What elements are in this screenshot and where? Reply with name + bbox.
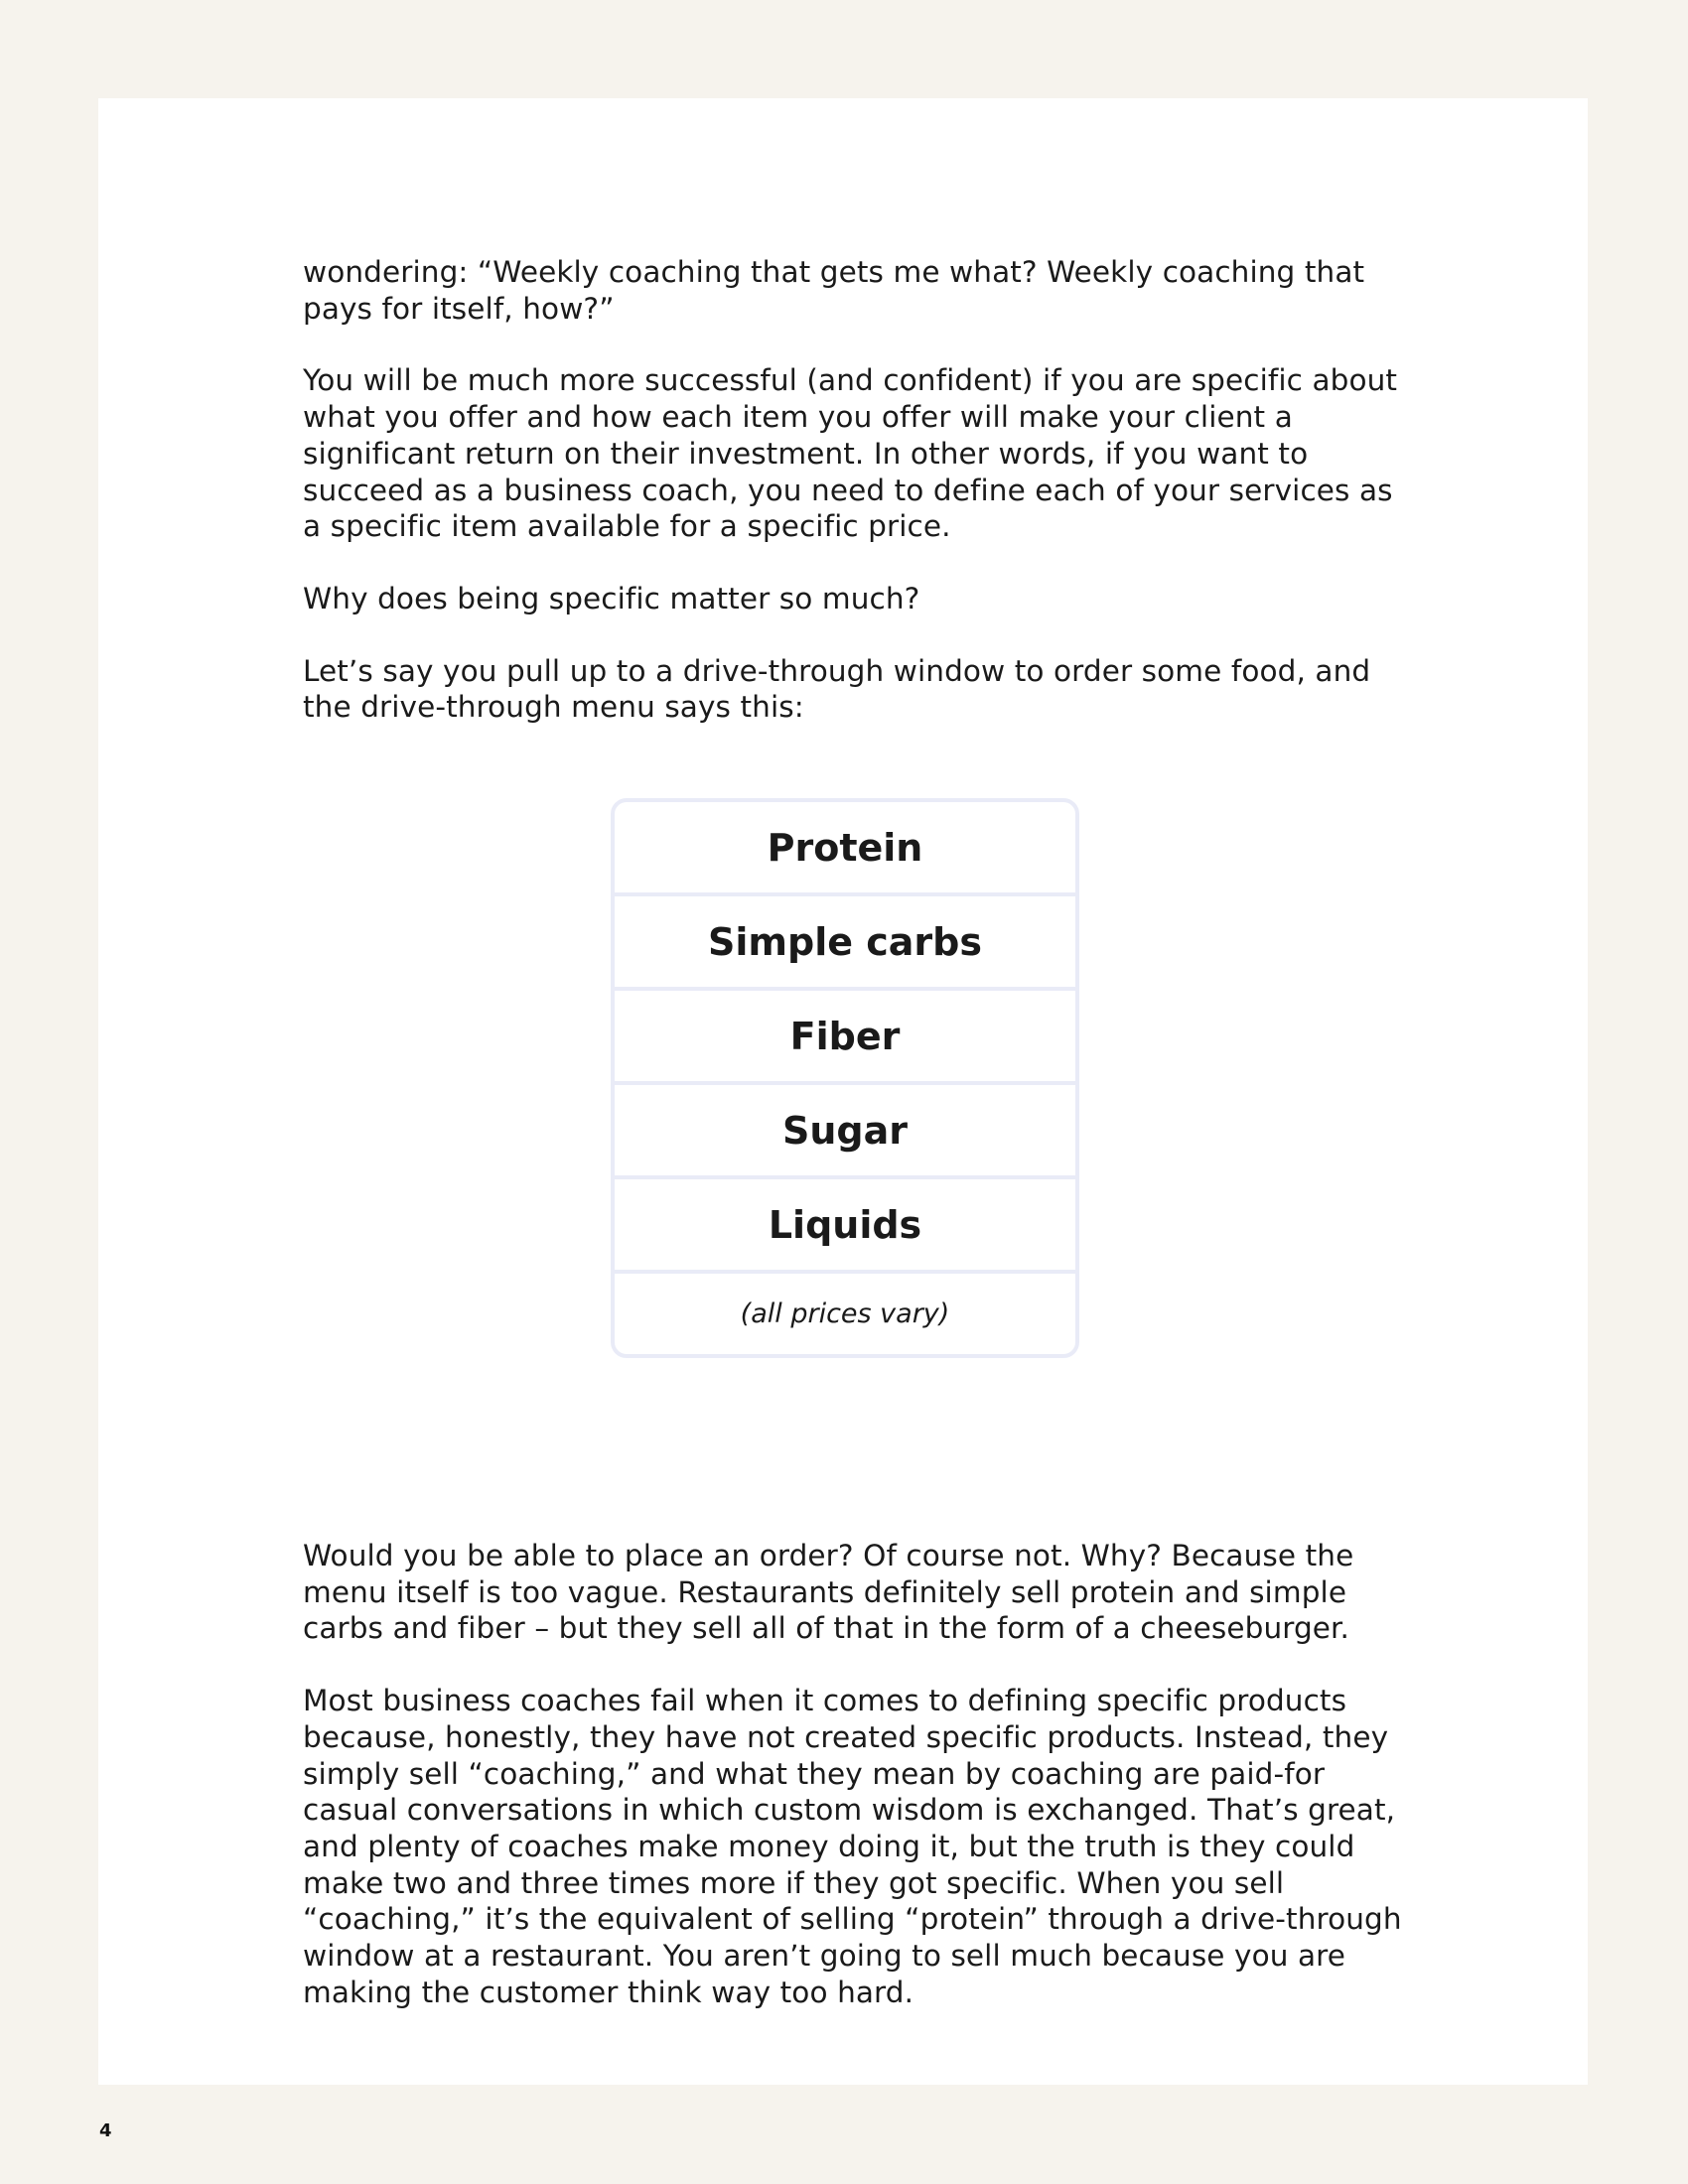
paragraph-drive-through: Let’s say you pull up to a drive-through window to order some food, and the drive-through menu says this: — [303, 653, 1371, 725]
menu-item-sugar: Sugar — [615, 1085, 1075, 1179]
menu-item-protein: Protein — [615, 802, 1075, 896]
menu-item-fiber: Fiber — [615, 991, 1075, 1085]
drive-through-menu — [611, 798, 1079, 1358]
paragraph-wondering: wondering: “Weekly coaching that gets me what? Weekly coaching that pays for itself, how?” — [303, 255, 1365, 326]
menu-item-simple-carbs: Simple carbs — [615, 896, 1075, 991]
page-number: 4 — [99, 2120, 112, 2141]
menu-item-liquids: Liquids — [615, 1179, 1075, 1274]
lower-text-block — [303, 1538, 1405, 2046]
paragraph-be-specific: You will be much more successful (and confident) if you are specific about what you offer and how each item you offer will make your client a significant return on their investment. In other words, if you want to succeed as a business coach, you need to define each of your services as a specific item available for a specific price. — [303, 363, 1398, 544]
paragraph-why-specific: Why does being specific matter so much? — [303, 581, 920, 615]
menu-price-note: (all prices vary) — [740, 1298, 950, 1329]
upper-text-block — [303, 254, 1405, 761]
paragraph-coaches-fail: Most business coaches fail when it comes to defining specific products because, honestly, they have not created specific products. Instead, they simply sell “coaching,” and what they mean by coaching are paid-for casual conversations in which custom wisdom is exchanged. That’s great, and plenty of coaches make money doing it, but the truth is they could make two and three times more if they got specific. When you sell “coaching,” it’s the equivalent of selling “protein” through a drive-through window at a restaurant. You aren’t going to sell much because you are making the customer think way too hard. — [303, 1684, 1402, 2009]
document-page — [98, 98, 1588, 2085]
paragraph-place-order: Would you be able to place an order? Of course not. Why? Because the menu itself is too vague. Restaurants definitely sell protein and simple carbs and fiber – but they sell all of that in the form of a cheeseburger. — [303, 1539, 1354, 1646]
